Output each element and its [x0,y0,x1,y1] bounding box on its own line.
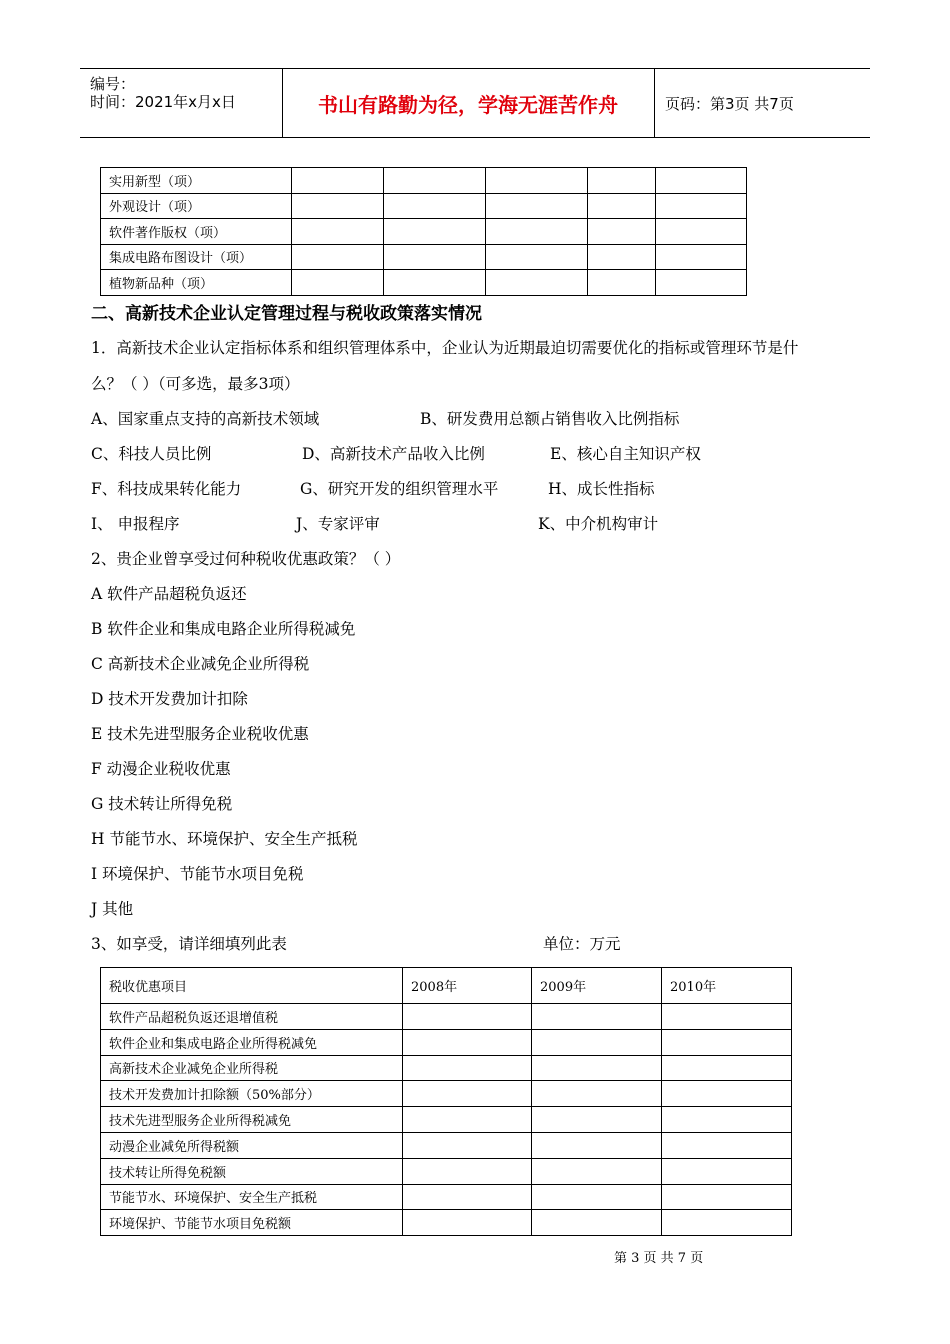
table-row [101,1184,792,1210]
column-header: 2009年 [532,968,662,1004]
q2-option: E 技术先进型服务企业税收优惠 [91,725,309,743]
table-cell[interactable] [532,1107,662,1133]
column-header: 税收优惠项目 [101,968,403,1004]
table-cell[interactable] [403,1132,532,1158]
table-cell[interactable] [292,193,384,219]
option-f: F、科技成果转化能力 [91,480,242,498]
table-cell[interactable] [588,168,656,194]
option-b: B、研发费用总额占销售收入比例指标 [420,410,680,428]
q2-option: J 其他 [91,900,134,918]
table-cell[interactable] [588,244,656,270]
section-title: 二、高新技术企业认定管理过程与税收政策落实情况 [91,304,482,324]
option-d: D、高新技术产品收入比例 [302,445,485,463]
question-2: 2、贵企业曾享受过何种税收优惠政策？（ ） [91,550,401,568]
table-cell[interactable] [662,1184,792,1210]
table-cell[interactable] [532,1081,662,1107]
header-motto: 书山有路勤为径，学海无涯苦作舟 [282,69,655,137]
table-cell[interactable] [486,219,588,245]
table-cell[interactable] [403,1029,532,1055]
table-cell[interactable] [292,168,384,194]
table-cell[interactable] [532,1184,662,1210]
row-label: 技术先进型服务企业所得税减免 [101,1107,403,1133]
header-page-info: 页码：第3页 共7页 [665,94,794,113]
option-i: I、 申报程序 [91,515,180,533]
table-cell[interactable] [403,1081,532,1107]
table-cell[interactable] [588,270,656,296]
row-label: 软件著作版权（项） [101,219,292,245]
row-label: 节能节水、环境保护、安全生产抵税 [101,1184,403,1210]
column-header: 2010年 [662,968,792,1004]
table-row [101,1081,792,1107]
table-row [101,1158,792,1184]
table-cell[interactable] [486,193,588,219]
q2-option: I 环境保护、节能节水项目免税 [91,865,304,883]
table-cell[interactable] [532,1029,662,1055]
table-row [101,1107,792,1133]
table-cell[interactable] [403,1158,532,1184]
row-label: 高新技术企业减免企业所得税 [101,1055,403,1081]
q2-option: G 技术转让所得免税 [91,795,233,813]
table-cell[interactable] [486,244,588,270]
table-cell[interactable] [656,193,747,219]
option-k: K、中介机构审计 [538,515,659,533]
table-row [101,1055,792,1081]
row-label: 软件产品超税负返还退增值税 [101,1004,403,1030]
row-label: 外观设计（项） [101,193,292,219]
column-header: 2008年 [403,968,532,1004]
table-cell[interactable] [292,244,384,270]
option-j: J、专家评审 [296,515,380,533]
table-cell[interactable] [662,1029,792,1055]
table-cell[interactable] [662,1004,792,1030]
table-cell[interactable] [292,270,384,296]
table-row [101,244,747,270]
row-label: 软件企业和集成电路企业所得税减免 [101,1029,403,1055]
row-label: 集成电路布图设计（项） [101,244,292,270]
page-header [80,68,870,138]
option-e: E、核心自主知识产权 [550,445,701,463]
table-cell[interactable] [486,168,588,194]
table-cell[interactable] [532,1132,662,1158]
row-label: 动漫企业减免所得税额 [101,1132,403,1158]
table-cell[interactable] [292,219,384,245]
table-row [101,270,747,296]
table-cell[interactable] [662,1210,792,1236]
row-label: 技术开发费加计扣除额（50%部分） [101,1081,403,1107]
table-cell[interactable] [403,1184,532,1210]
row-label: 植物新品种（项） [101,270,292,296]
doc-number-label: 编号： [90,75,136,93]
table-cell[interactable] [486,270,588,296]
table-row [101,219,747,245]
table-cell[interactable] [662,1132,792,1158]
table-cell[interactable] [662,1107,792,1133]
table-cell[interactable] [588,193,656,219]
table-cell[interactable] [403,1004,532,1030]
table-cell[interactable] [532,1158,662,1184]
q2-option: A 软件产品超税负返还 [91,585,247,603]
tax-incentive-table [100,967,792,1236]
table-cell[interactable] [662,1055,792,1081]
row-label: 环境保护、节能节水项目免税额 [101,1210,403,1236]
table-cell[interactable] [384,244,486,270]
page-footer: 第 3 页 共 7 页 [614,1251,704,1266]
table-cell[interactable] [662,1081,792,1107]
table-cell[interactable] [384,193,486,219]
table-cell[interactable] [384,219,486,245]
table-cell[interactable] [656,168,747,194]
table-cell[interactable] [403,1210,532,1236]
table-cell[interactable] [532,1210,662,1236]
q2-option: C 高新技术企业减免企业所得税 [91,655,310,673]
table-cell[interactable] [588,219,656,245]
table-cell[interactable] [403,1107,532,1133]
row-label: 实用新型（项） [101,168,292,194]
table-row [101,193,747,219]
table-row [101,1029,792,1055]
row-label: 技术转让所得免税额 [101,1158,403,1184]
table-cell[interactable] [384,270,486,296]
question-1-line-1: 1．高新技术企业认定指标体系和组织管理体系中，企业认为近期最迫切需要优化的指标或管理环节是什 [91,339,799,357]
table-cell[interactable] [656,270,747,296]
option-c: C、科技人员比例 [91,445,212,463]
option-g: G、研究开发的组织管理水平 [300,480,499,498]
table-cell[interactable] [662,1158,792,1184]
q2-option: H 节能节水、环境保护、安全生产抵税 [91,830,358,848]
option-a: A、国家重点支持的高新技术领域 [91,410,320,428]
table-cell[interactable] [656,244,747,270]
table-cell[interactable] [656,219,747,245]
unit-label: 单位：万元 [543,935,621,953]
table-row [101,1132,792,1158]
header-left-cell [80,69,283,137]
ip-table [100,167,747,296]
question-3: 3、如享受，请详细填列此表 [91,935,287,953]
table-row [101,1210,792,1236]
q2-option: D 技术开发费加计扣除 [91,690,248,708]
table-cell[interactable] [532,1055,662,1081]
table-cell[interactable] [403,1055,532,1081]
table-row [101,168,747,194]
q2-option: F 动漫企业税收优惠 [91,760,231,778]
table-header-row [101,968,792,1004]
doc-date: 时间：2021年x月x日 [90,93,236,111]
option-h: H、成长性指标 [548,480,655,498]
table-cell[interactable] [532,1004,662,1030]
table-cell[interactable] [384,168,486,194]
q2-option: B 软件企业和集成电路企业所得税减免 [91,620,356,638]
question-1-line-2: 么？（ ）（可多选，最多3项） [91,375,300,393]
table-row [101,1004,792,1030]
